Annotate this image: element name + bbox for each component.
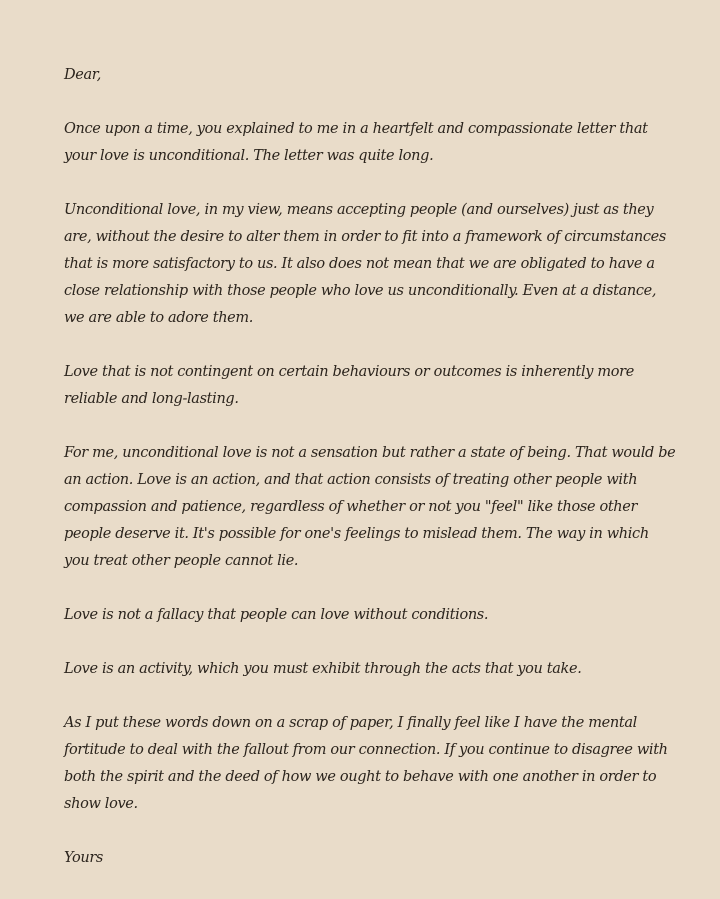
letter-closing: Yours	[64, 850, 104, 866]
letter-paragraph-5: Love is not a fallacy that people can love without conditions.	[64, 607, 489, 623]
letter-paragraph-2: Unconditional love, in my view, means accepting people (and ourselves) just as they are, without the desire to alter them in order to fit into a framework of circumstances that is more satisfactory to us. It also does not mean that we are obligated to have a close relationship with those people who love us unconditionally. Even at a distance, we are able to adore them.	[64, 202, 666, 326]
letter-body	[64, 62, 676, 899]
letter-salutation: Dear,	[64, 67, 102, 83]
letter-paragraph-3: Love that is not contingent on certain behaviours or outcomes is inherently more reliable and long-lasting.	[64, 364, 634, 407]
letter-paragraph-1: Once upon a time, you explained to me in a heartfelt and compassionate letter that your love is unconditional. The letter was quite long.	[64, 121, 648, 164]
letter-paragraph-6: Love is an activity, which you must exhibit through the acts that you take.	[64, 661, 582, 677]
letter-paragraph-7: As I put these words down on a scrap of paper, I finally feel like I have the mental fortitude to deal with the fallout from our connection. If you continue to disagree with both the spirit and the deed of how we ought to behave with one another in order to show love.	[64, 715, 668, 812]
letter-paragraph-4: For me, unconditional love is not a sensation but rather a state of being. That would be an action. Love is an action, and that action consists of treating other people with compassion and patience, regardless of whether or not you "feel" like those other people deserve it. It's possible for one's feelings to mislead them. The way in which you treat other people cannot lie.	[64, 445, 676, 569]
